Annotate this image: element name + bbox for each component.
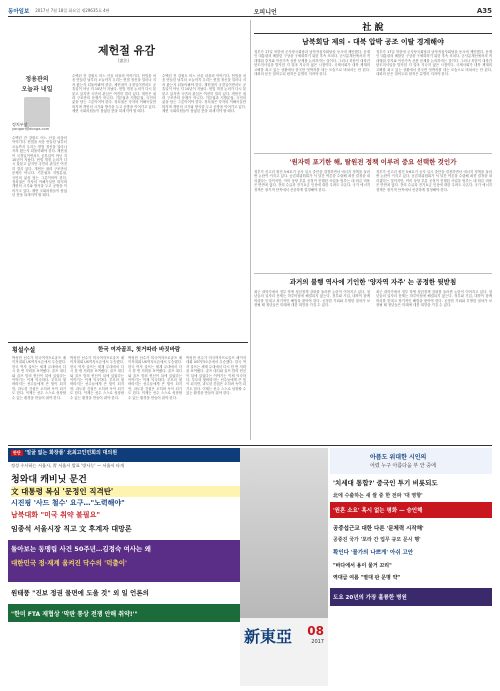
author-column-name: 정용관의 bbox=[25, 76, 49, 83]
hoengseol-headline: 한국 여자골프, 첫거따라 바짓바람 bbox=[98, 347, 181, 353]
author-column-series: 오늘과 내일 bbox=[21, 86, 53, 93]
editorial-3-body-a: 최근 대학가에서 정부 학생 청년정책 강화를 둘러싼 논란이 이어지고 있다. 청년들의 일자리 문제는 하루아침에 해결되지 않는다. 정부와 기업, 대학이 함께 머리를 맞대고 장기적인 해법을 찾아야 한다. 공정한 기회와 투명한 절차가 보장될 때 청년들은 미래에 대한 희망을 가질 수 있다. bbox=[254, 290, 370, 308]
editorial-1-body-a: 정부가 17일 북한에 군사당국회담과 남북적십자회담을 동시에 제안했다. 문재인 대통령의 베를린 구상을 구체화하기 위한 후속 조치다. 군사분계선에서의 적대행위 중지와 이산가족 상봉 문제를 논의하자는 것이다. 그러나 북한이 대륙간탄도미사일을 발사한 지 얼마 지나지 않은 시점이다. 국제사회가 대북 제재의 고삐를 죄고 있는 상황에서 한국만 엇박자를 내는 모습으로 비쳐서는 안 된다. 대화의 문은 열어두되 원칙은 분명히 지켜야 한다. bbox=[254, 50, 370, 77]
editorial-2-body-b: 정부가 신고리 원전 5·6호기 공사 일시 중단을 결정하면서 에너지 정책을 둘러싼 논란이 커지고 있다. 공론화위원회가 석 달간 여론을 수렴해 최종 결정을 내리겠다는 것이지만, 이미 상당 부분 공정이 진행된 사업을 멈추는 데 따른 비용은 만만치 않다. 전력 수급과 전기요금 인상에 대한 우려도 나온다. 국가 에너지 정책은 장기적 안목에서 신중하게 결정해야 한다. bbox=[376, 170, 492, 192]
right-ad-line-9: 도요 20년의 가장 훌륭한 병원 bbox=[333, 595, 407, 601]
right-ad-line-7: "바다에서 용이 물거 꼬리" bbox=[333, 563, 392, 569]
ad-line-5: 돌아보는 동맹립 사건 50주년…김정숙 여사는 왜 bbox=[11, 545, 151, 553]
newspaper-logo: 동아일보 bbox=[8, 9, 30, 15]
hoengseol-label: 횡설수설 bbox=[12, 347, 36, 354]
right-ad-top-line2: 어렸 누구 아름다움 부 안 중에 bbox=[370, 463, 436, 469]
ad-strip-1b: 정성 수사하는 서울시, 靑 서울시 발표 '방사능' — 서울서 타개 bbox=[11, 463, 124, 468]
editorial-3-title: 과거의 불행 역사에 기인한 '양자역 자주' 는 공정한 뒷받침 bbox=[289, 278, 457, 286]
column-divider bbox=[250, 20, 251, 440]
editorial-label: 社 說 bbox=[362, 23, 384, 33]
hoengseol-body-3: 박성현 선수가 미국여자프로골프 메이저대회 US여자오픈에서 우승했다. 한국 여자 골프는 세계 무대에서 다시 한 번 저력을 보여줬다. 골프 대디와 골프 맘의 헌신이 뒤에 있었다는 이야기는 이제 익숙하다. 부모의 뒷바라지는 선수들에게 큰 힘이 되지만, 과도한 간섭은 오히려 독이 되기도 한다. 이제는 선수 스스로 성장할 수 있는 환경을 만들어 줘야 한다. bbox=[128, 356, 182, 400]
ad-line-3: 남북대화 "미국 취약 불필요" bbox=[11, 511, 100, 519]
column-body-mid: 수백년 전 강원도 어느 산골 마을의 이야기다. 헌법을 처음 만들던 날부터 오늘까지 우리는 헌법 정신을 얼마나 지켜 왔는지 되돌아봐야 한다. 제헌절이 국경일이면서도 공휴일이 아닌 지 10년이 지났다. 헌법 개정 논의가 다시 불붙고 있지만 국민의 관심은 여전히 멀리 있다. 개헌은 권력 구조만의 문제가 아니다. 기본권과 지방분권, 국민의 삶을 담는 그릇이어야 한다. 정치권은 각자의 이해득실만 따지며 개헌의 시기와 방식을 두고 공방을 이어가고 있다. 제헌 국회의원들이 품었던 뜻을 되새겨야 할 때다. bbox=[72, 74, 156, 114]
ad-strip-1 bbox=[8, 448, 240, 462]
ad-line-2: 시진핑 '사드 철수' 요구…"노력해야" bbox=[11, 499, 125, 507]
editorials bbox=[254, 20, 492, 445]
right-ad-line-5: 공중진 국가 '포라 간 업무 규모 문시 행' bbox=[333, 537, 421, 543]
right-ad-line-3: '원혼 소요' 혹시 없는 평화 — 승인해 bbox=[333, 508, 423, 514]
hoengseol-body-4: 박성현 선수가 미국여자프로골프 메이저대회 US여자오픈에서 우승했다. 한국 여자 골프는 세계 무대에서 다시 한 번 저력을 보여줬다. 골프 대디와 골프 맘의 헌신이 뒤에 있었다는 이야기는 이제 익숙하다. 부모의 뒷바라지는 선수들에게 큰 힘이 되지만, 과도한 간섭은 오히려 독이 되기도 한다. 이제는 선수 스스로 성장할 수 있는 환경을 만들어 줘야 한다. bbox=[186, 356, 246, 396]
right-ad-top bbox=[330, 448, 492, 474]
ad-line-1: 文 대통령 복심 '문정인 직격탄' bbox=[11, 486, 240, 497]
right-ad-line-6: 확인다 '물가의 나쁘게' 아쉬 고안 bbox=[333, 550, 414, 556]
right-ad-red bbox=[330, 502, 492, 518]
section-name: 오피니언 bbox=[253, 8, 277, 16]
ad-line-4: 임종석 서울시장 직고 文 후계자 대망론 bbox=[11, 525, 132, 533]
ad-line-7: 원태풍 "진보 정권 물면에 도울 것" 외 일 언론의 bbox=[11, 589, 149, 597]
column-subtitle: (憲法) bbox=[118, 58, 130, 63]
right-ad-line-1: '치세대 통합?' 중국인 투기 비롯되도 bbox=[333, 479, 438, 487]
monthly-cover bbox=[240, 448, 328, 686]
author-email[interactable]: yongari@donga.com bbox=[12, 127, 50, 131]
right-ad-top-line1: 아픔도 위대한 시인의 bbox=[370, 454, 427, 461]
ad-block-purple bbox=[8, 540, 240, 582]
author-photo bbox=[24, 97, 50, 127]
ad-line-6: 대한민국 정·재계 움켜진 닥수의 '덕출이' bbox=[11, 559, 127, 567]
right-ad-line-4: 공중섭근교 대한 다른 '문체력 시작해' bbox=[333, 526, 424, 532]
editorial-1-body-b: 정부가 17일 북한에 군사당국회담과 남북적십자회담을 동시에 제안했다. 문재인 대통령의 베를린 구상을 구체화하기 위한 후속 조치다. 군사분계선에서의 적대행위 중지와 이산가족 상봉 문제를 논의하자는 것이다. 그러나 북한이 대륙간탄도미사일을 발사한 지 얼마 지나지 않은 시점이다. 국제사회가 대북 제재의 고삐를 죄고 있는 상황에서 한국만 엇박자를 내는 모습으로 비쳐서는 안 된다. 대화의 문은 열어두되 원칙은 분명히 지켜야 한다. bbox=[376, 50, 492, 77]
hoengseol-column bbox=[8, 342, 248, 442]
monthly-title: 新東亞 bbox=[244, 627, 293, 646]
hoengseol-body-2: 박성현 선수가 미국여자프로골프 메이저대회 US여자오픈에서 우승했다. 한국 여자 골프는 세계 무대에서 다시 한 번 저력을 보여줬다. 골프 대디와 골프 맘의 헌신이 뒤에 있었다는 이야기는 이제 익숙하다. 부모의 뒷바라지는 선수들에게 큰 힘이 되지만, 과도한 간섭은 오히려 독이 되기도 한다. 이제는 선수 스스로 성장할 수 있는 환경을 만들어 줘야 한다. bbox=[70, 356, 124, 400]
editorial-2-body-a: 정부가 신고리 원전 5·6호기 공사 일시 중단을 결정하면서 에너지 정책을 둘러싼 논란이 커지고 있다. 공론화위원회가 석 달간 여론을 수렴해 최종 결정을 내리겠다는 것이지만, 이미 상당 부분 공정이 진행된 사업을 멈추는 데 따른 비용은 만만치 않다. 전력 수급과 전기요금 인상에 대한 우려도 나온다. 국가 에너지 정책은 장기적 안목에서 신중하게 결정해야 한다. bbox=[254, 170, 370, 192]
page-header bbox=[8, 6, 492, 17]
ad-strip-1-line: '얼굴 없는 화장품' 北최고인민회의 대의원 bbox=[24, 450, 118, 456]
monthly-issue: 08 bbox=[307, 624, 324, 638]
ad-headlines-right bbox=[330, 448, 492, 686]
monthly-year: 2017 bbox=[311, 639, 324, 645]
right-ad-line-2: 北에 수출하는 새 쌀 중 한 전파 '대 영향' bbox=[333, 493, 423, 499]
ad-title: 청와대 캐비닛 문건 bbox=[11, 475, 87, 485]
author-byline: 정치부장 bbox=[12, 122, 28, 127]
column-article bbox=[8, 20, 248, 340]
page-number: A35 bbox=[476, 7, 492, 15]
ad-tag: 판단 bbox=[13, 450, 21, 455]
ad-headlines-left bbox=[8, 448, 240, 686]
ads-divider bbox=[8, 445, 492, 446]
column-title: 제헌절 유감 bbox=[98, 44, 155, 57]
ad-line-8: "한미 FTA 재협상 '막판 통상 전쟁 안해 취약!'" bbox=[11, 611, 138, 618]
editorial-1-title: 남북회담 제의 - 대북 압박 공조 이탈 경계해야 bbox=[302, 38, 444, 46]
cover-photo bbox=[240, 448, 328, 618]
editorial-3-body-b: 최근 대학가에서 정부 학생 청년정책 강화를 둘러싼 논란이 이어지고 있다. 청년들의 일자리 문제는 하루아침에 해결되지 않는다. 정부와 기업, 대학이 함께 머리를 맞대고 장기적인 해법을 찾아야 한다. 공정한 기회와 투명한 절차가 보장될 때 청년들은 미래에 대한 희망을 가질 수 있다. bbox=[376, 290, 492, 308]
right-ad-line-8: 역대급 여름 "열대 판 문명 약" bbox=[333, 575, 401, 581]
right-ad-bottom bbox=[330, 588, 492, 606]
issue-date: 2017년 7월 18일 화요일 제29635호 4판 bbox=[35, 8, 110, 13]
column-body-right: 수백년 전 강원도 어느 산골 마을의 이야기다. 헌법을 처음 만들던 날부터 오늘까지 우리는 헌법 정신을 얼마나 지켜 왔는지 되돌아봐야 한다. 제헌절이 국경일이면서도 공휴일이 아닌 지 10년이 지났다. 헌법 개정 논의가 다시 불붙고 있지만 국민의 관심은 여전히 멀리 있다. 개헌은 권력 구조만의 문제가 아니다. 기본권과 지방분권, 국민의 삶을 담는 그릇이어야 한다. 정치권은 각자의 이해득실만 따지며 개헌의 시기와 방식을 두고 공방을 이어가고 있다. 제헌 국회의원들이 품었던 뜻을 되새겨야 할 때다. bbox=[162, 74, 246, 114]
ad-block-green bbox=[8, 604, 240, 622]
editorial-2-title: '원자력 포기한 해, 탈원전 정책 이루려 중요 선택한 것인가 bbox=[289, 158, 457, 166]
column-body-left: 수백년 전 강원도 어느 산골 마을의 이야기다. 헌법을 처음 만들던 날부터 오늘까지 우리는 헌법 정신을 얼마나 지켜 왔는지 되돌아봐야 한다. 제헌절이 국경일이면서도 공휴일이 아닌 지 10년이 지났다. 헌법 개정 논의가 다시 불붙고 있지만 국민의 관심은 여전히 멀리 있다. 개헌은 권력 구조만의 문제가 아니다. 기본권과 지방분권, 국민의 삶을 담는 그릇이어야 한다. 정치권은 각자의 이해득실만 따지며 개헌의 시기와 방식을 두고 공방을 이어가고 있다. 제헌 국회의원들이 품었던 뜻을 되새겨야 할 때다. bbox=[12, 136, 67, 198]
hoengseol-body-1: 박성현 선수가 미국여자프로골프 메이저대회 US여자오픈에서 우승했다. 한국 여자 골프는 세계 무대에서 다시 한 번 저력을 보여줬다. 골프 대디와 골프 맘의 헌신이 뒤에 있었다는 이야기는 이제 익숙하다. 부모의 뒷바라지는 선수들에게 큰 힘이 되지만, 과도한 간섭은 오히려 독이 되기도 한다. 이제는 선수 스스로 성장할 수 있는 환경을 만들어 줘야 한다. bbox=[12, 356, 66, 400]
